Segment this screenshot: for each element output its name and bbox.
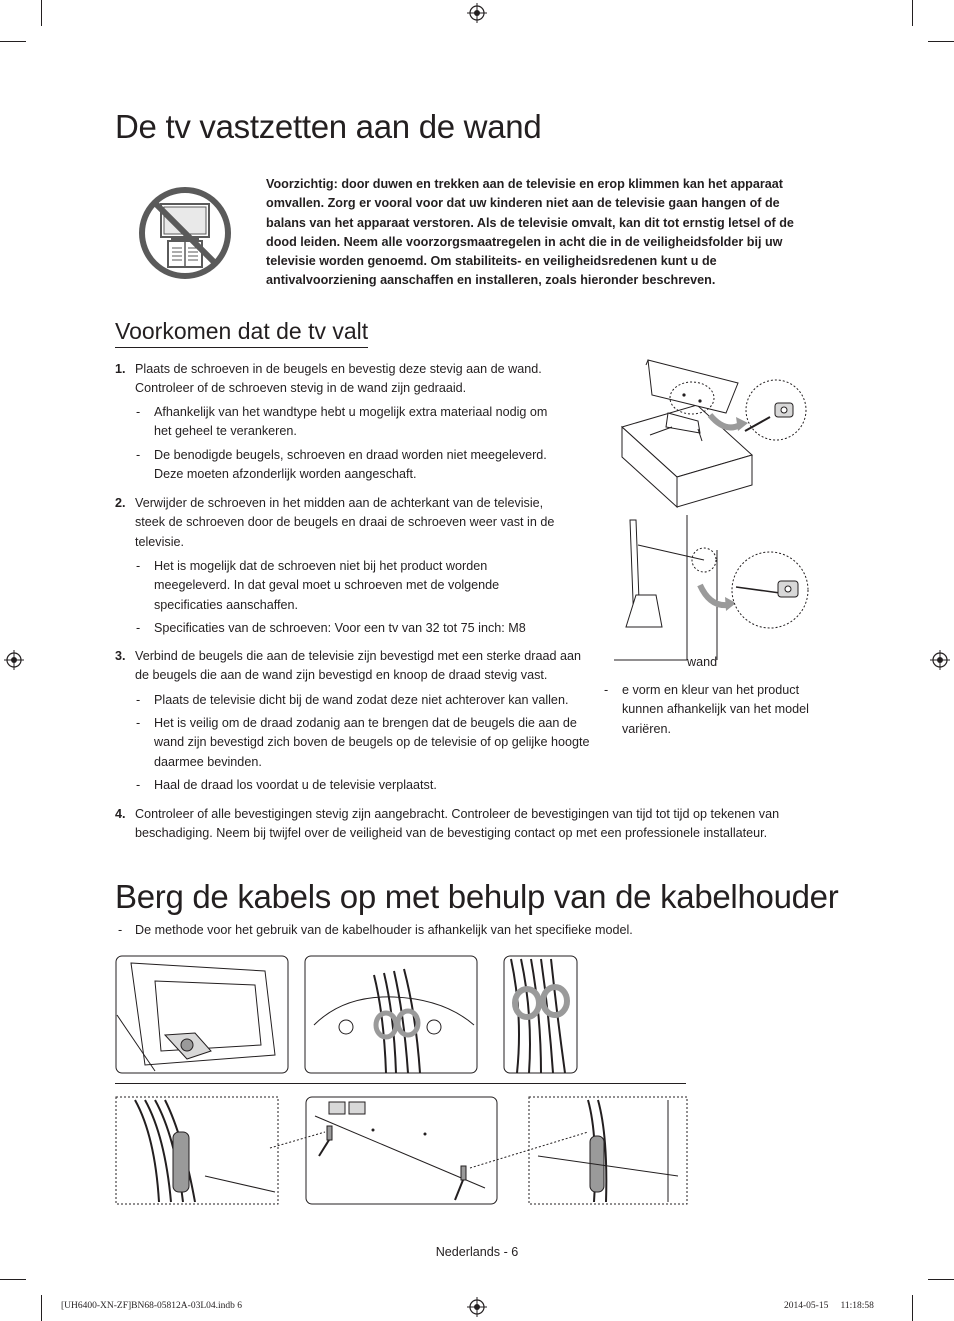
note [136, 446, 556, 485]
divider [115, 1083, 686, 1084]
crop-mark [912, 0, 913, 26]
crop-mark [41, 0, 42, 26]
note-text: e vorm en kleur van het product kunnen afhankelijk van het model variëren. [622, 683, 809, 736]
step-text: Plaats de schroeven in de beugels en bevestig deze stevig aan de wand. Controleer of de schroeven stevig in de wand zijn gedraaid. [135, 362, 542, 396]
file-info: [UH6400-XN-ZF]BN68-05812A-03L04.indb 6 [61, 1301, 243, 1311]
registration-mark-icon [930, 650, 950, 670]
note [136, 557, 536, 615]
step-3 [115, 647, 585, 686]
crop-mark [928, 1279, 954, 1280]
registration-mark-icon [467, 1297, 487, 1317]
dash: - [118, 923, 123, 937]
step-2 [115, 494, 555, 552]
figure-note [604, 681, 822, 739]
cable-holder-illustration [115, 1096, 280, 1206]
registration-mark-icon [4, 650, 24, 670]
note-text: De methode voor het gebruik van de kabelhouder is afhankelijk van het specifieke model. [135, 923, 633, 937]
crop-mark [0, 1279, 26, 1280]
dash: - [136, 716, 141, 730]
crop-mark [0, 41, 26, 42]
dash: - [604, 683, 609, 697]
crop-mark [928, 41, 954, 42]
cable-heading: Berg de kabels op met behulp van de kabelhouder [115, 878, 839, 915]
note [136, 619, 576, 638]
note-text: Het is mogelijk dat de schroeven niet bij het product worden meegeleverd. In dat geval moet u schroeven met de volgende specificaties aanschaffen. [154, 559, 500, 612]
step-4 [115, 805, 815, 844]
note [136, 403, 556, 442]
note-text: De benodigde beugels, schroeven en draad worden niet meegeleverd. Deze moeten afzonderlijk worden aangeschaft. [154, 448, 547, 482]
cable-note [118, 921, 818, 940]
page-number: Nederlands - 6 [435, 1245, 519, 1259]
tv-wall-illustration [600, 515, 820, 665]
step-text: Controleer of alle bevestigingen stevig zijn aangebracht. Controleer de bevestigingen van tijd tot tijd op tekenen van beschadiging. Neem bij twijfel over de veiligheid van de bevestiging contact op met een professionele installateur. [135, 807, 780, 841]
dash: - [136, 448, 141, 462]
wall-label: wand [687, 655, 718, 669]
connector-lines [270, 1110, 370, 1150]
note [136, 691, 596, 710]
connector-lines [470, 1110, 590, 1170]
no-tv-on-furniture-icon [138, 186, 232, 280]
step-text: Verbind de beugels die aan de televisie zijn bevestigd met een sterke draad aan de beugels die aan de wand zijn bevestigd en knoop de draad stevig vast. [135, 649, 581, 683]
crop-mark [912, 1295, 913, 1321]
cable-holder-illustration [115, 955, 290, 1075]
registration-mark-icon [467, 3, 487, 23]
section-heading: Voorkomen dat de tv valt [115, 318, 368, 348]
dash: - [136, 778, 141, 792]
step-number: 2. [115, 496, 126, 510]
step-text: Verwijder de schroeven in het midden aan de achterkant van de televisie, steek de schroeven door de beugels en draai de schroeven weer vast in de televisie. [135, 496, 555, 549]
note-text: Specificaties van de schroeven: Voor een tv van 32 tot 75 inch: M8 [154, 621, 526, 635]
step-number: 3. [115, 649, 126, 663]
dash: - [136, 693, 141, 707]
note-text: Haal de draad los voordat u de televisie verplaatst. [154, 778, 437, 792]
cable-holder-illustration [304, 955, 479, 1075]
caution-text: Voorzichtig: door duwen en trekken aan de televisie en erop klimmen kan het apparaat omvallen. Zorg er vooral voor dat uw kinderen niet aan de televisie gaan hangen of de balans van het apparaat verstoren. Als de televisie omvalt, kan dit tot ernstig letsel of de dood leiden. Neem alle voorzorgsmaatregelen in acht die in de veiligheidsfolder bij uw televisie worden genoemd. Om stabiliteits- en veiligheidsredenen kunt u de antivalvoorziening aanschaffen en installeren, zoals hieronder beschreven. [266, 177, 794, 288]
dash: - [136, 559, 141, 573]
step-number: 1. [115, 362, 126, 376]
cable-holder-illustration [503, 955, 578, 1075]
page-title: De tv vastzetten aan de wand [115, 108, 542, 145]
dash: - [136, 405, 141, 419]
note [136, 714, 590, 772]
step-1 [115, 360, 555, 399]
note [136, 776, 576, 795]
step-number: 4. [115, 807, 126, 821]
crop-mark [41, 1295, 42, 1321]
print-date: 2014-05-15   11:18:58 [784, 1301, 874, 1311]
tv-bracket-illustration [600, 355, 815, 515]
note-text: Plaats de televisie dicht bij de wand zodat deze niet achterover kan vallen. [154, 693, 569, 707]
dash: - [136, 621, 141, 635]
note-text: Het is veilig om de draad zodanig aan te brengen dat de beugels die aan de wand zijn bevestigd zich boven de beugels op de televisie of op gelijke hoogte daarmee bevinden. [154, 716, 590, 769]
note-text: Afhankelijk van het wandtype hebt u mogelijk extra materiaal nodig om het geheel te verankeren. [154, 405, 548, 439]
